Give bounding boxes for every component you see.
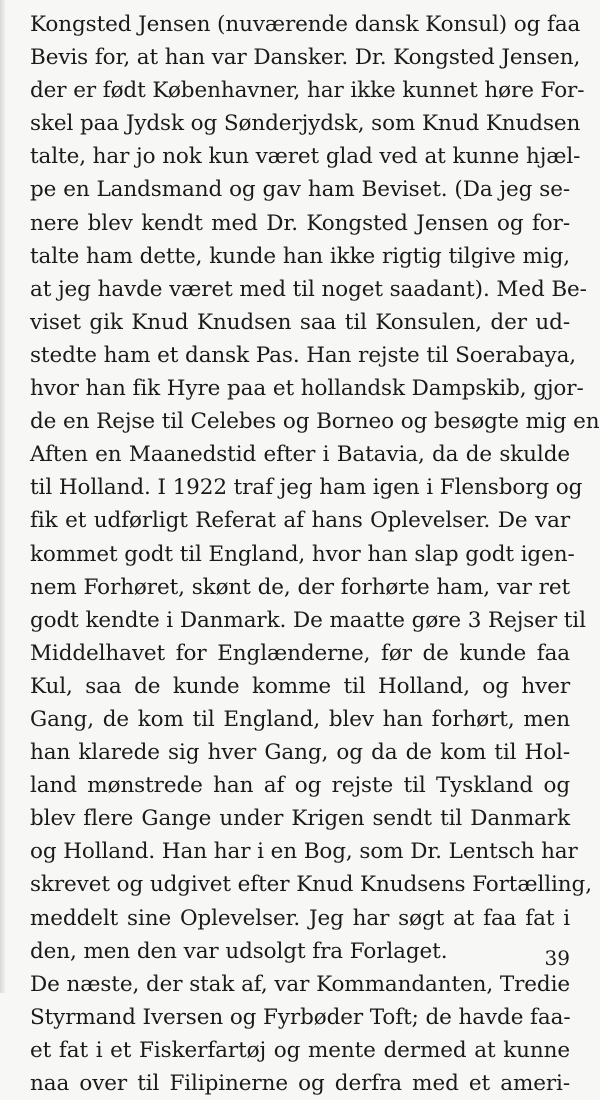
text-line-29: den, men den var udsolgt fra Forlaget.	[30, 938, 448, 964]
text-line-31: Styrmand Iversen og Fyrbøder Toft; de havde faa-	[30, 1004, 571, 1030]
text-line-17: kommet godt til England, hvor han slap godt igen-	[30, 541, 575, 567]
text-line-25: blev flere Gange under Krigen sendt til Danmark	[30, 806, 570, 832]
text-line-13: de en Rejse til Celebes og Borneo og besøgte mig en	[30, 409, 600, 435]
text-line-33: naa over til Filipinerne og derfra med et ameri-	[30, 1071, 570, 1096]
text-line-11: stedte ham et dansk Pas. Han rejste til Soerabaya,	[30, 342, 577, 368]
text-line-3: der er født Københavner, har ikke kunnet høre For-	[30, 78, 585, 104]
text-line-8: talte ham dette, kunde han ikke rigtig tilgive mig,	[30, 243, 570, 269]
text-line-27: skrevet og udgivet efter Knud Knudsens Fortælling,	[30, 872, 592, 898]
text-line-5: talte, har jo nok kun været glad ved at kunne hjæl-	[30, 144, 581, 170]
text-line-7: nere blev kendt med Dr. Kongsted Jensen og for-	[30, 210, 570, 236]
text-line-6: pe en Landsmand og gav ham Beviset. (Da jeg se-	[30, 177, 570, 203]
body-text	[30, 8, 600, 1100]
text-line-20: Middelhavet for Englænderne, før de kunde faa	[30, 640, 570, 666]
text-line-21: Kul, saa de kunde komme til Holland, og hver	[30, 673, 570, 699]
text-line-16: fik et udførligt Referat af hans Oplevelser. De var	[30, 508, 570, 534]
text-line-14: Aften en Maanedstid efter i Batavia, da de skulde	[30, 442, 570, 468]
text-line-4: skel paa Jydsk og Sønderjydsk, som Knud Knudsen	[30, 111, 581, 137]
text-line-12: hvor han fik Hyre paa et hollandsk Dampskib, gjor-	[30, 376, 584, 402]
text-line-28: meddelt sine Oplevelser. Jeg har søgt at faa fat i	[30, 905, 570, 931]
text-line-10: viset gik Knud Knudsen saa til Konsulen, der ud-	[30, 309, 570, 335]
text-line-1: Kongsted Jensen (nuværende dansk Konsul) og faa	[30, 12, 581, 37]
text-line-2: Bevis for, at han var Dansker. Dr. Kongsted Jensen,	[30, 45, 581, 71]
text-line-24: land mønstrede han af og rejste til Tyskland og	[30, 773, 570, 799]
text-line-15: til Holland. I 1922 traf jeg ham igen i Flensborg og	[30, 475, 583, 501]
page-number: 39	[544, 946, 570, 970]
text-line-18: nem Forhøret, skønt de, der forhørte ham, var ret	[30, 574, 570, 600]
text-line-30: De næste, der stak af, var Kommandanten, Tredie	[30, 971, 570, 997]
text-line-9: at jeg havde været med til noget saadant). Med Be-	[30, 276, 587, 302]
text-line-32: et fat i et Fiskerfartøj og mente dermed at kunne	[30, 1037, 570, 1063]
page-left-edge	[0, 0, 6, 993]
text-line-23: han klarede sig hver Gang, og da de kom til Hol-	[30, 740, 570, 766]
text-line-26: og Holland. Han har i en Bog, som Dr. Lentsch har	[30, 839, 578, 865]
text-line-22: Gang, de kom til England, blev han forhørt, men	[30, 706, 570, 732]
text-line-19: godt kendte i Danmark. De maatte gøre 3 Rejser til	[30, 607, 586, 633]
